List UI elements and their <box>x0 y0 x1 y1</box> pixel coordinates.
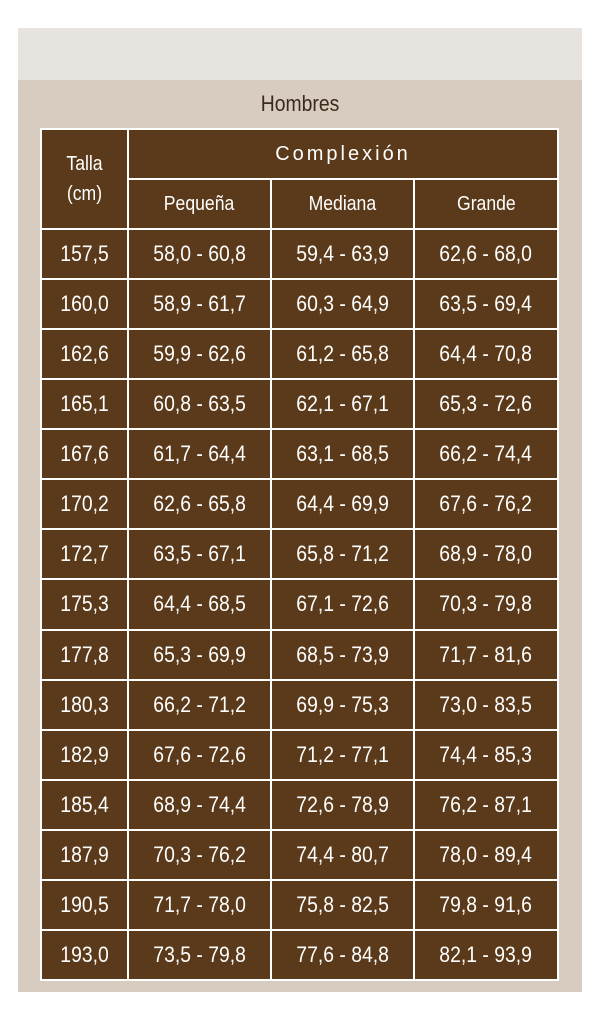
small-build-cell: 59,9 - 62,6 <box>128 329 271 379</box>
small-build-cell: 68,9 - 74,4 <box>128 780 271 830</box>
table-row <box>41 930 558 980</box>
large-build-cell: 76,2 - 87,1 <box>414 780 558 830</box>
table-row <box>41 329 558 379</box>
small-build-cell: 58,9 - 61,7 <box>128 279 271 329</box>
large-build-cell: 66,2 - 74,4 <box>414 429 558 479</box>
height-cell: 190,5 <box>41 880 128 930</box>
weight-table <box>40 128 559 981</box>
small-build-cell: 66,2 - 71,2 <box>128 680 271 730</box>
column-header-large: Grande <box>414 179 558 229</box>
top-band <box>18 28 582 80</box>
large-build-cell: 79,8 - 91,6 <box>414 880 558 930</box>
column-header-small: Pequeña <box>128 179 271 229</box>
medium-build-cell: 65,8 - 71,2 <box>271 529 414 579</box>
small-build-cell: 73,5 - 79,8 <box>128 930 271 980</box>
table-row <box>41 630 558 680</box>
table-row <box>41 830 558 880</box>
large-build-cell: 71,7 - 81,6 <box>414 630 558 680</box>
medium-build-cell: 69,9 - 75,3 <box>271 680 414 730</box>
height-header-unit: (cm) <box>66 183 103 205</box>
height-cell: 160,0 <box>41 279 128 329</box>
small-build-cell: 67,6 - 72,6 <box>128 730 271 780</box>
height-cell: 175,3 <box>41 579 128 629</box>
table-row <box>41 379 558 429</box>
large-build-cell: 67,6 - 76,2 <box>414 479 558 529</box>
table-row <box>41 880 558 930</box>
table-row <box>41 229 558 279</box>
small-build-cell: 61,7 - 64,4 <box>128 429 271 479</box>
large-build-cell: 63,5 - 69,4 <box>414 279 558 329</box>
height-cell: 193,0 <box>41 930 128 980</box>
height-column-header <box>41 129 128 229</box>
medium-build-cell: 75,8 - 82,5 <box>271 880 414 930</box>
table-row <box>41 429 558 479</box>
large-build-cell: 74,4 - 85,3 <box>414 730 558 780</box>
medium-build-cell: 62,1 - 67,1 <box>271 379 414 429</box>
medium-build-cell: 59,4 - 63,9 <box>271 229 414 279</box>
height-cell: 167,6 <box>41 429 128 479</box>
medium-build-cell: 61,2 - 65,8 <box>271 329 414 379</box>
medium-build-cell: 60,3 - 64,9 <box>271 279 414 329</box>
complexion-group-header: Complexión <box>128 129 558 179</box>
height-cell: 187,9 <box>41 830 128 880</box>
table-body <box>41 229 558 980</box>
medium-build-cell: 74,4 - 80,7 <box>271 830 414 880</box>
large-build-cell: 62,6 - 68,0 <box>414 229 558 279</box>
small-build-cell: 70,3 - 76,2 <box>128 830 271 880</box>
table-caption: Hombres <box>260 91 340 116</box>
large-build-cell: 78,0 - 89,4 <box>414 830 558 880</box>
height-cell: 177,8 <box>41 630 128 680</box>
small-build-cell: 62,6 - 65,8 <box>128 479 271 529</box>
medium-build-cell: 77,6 - 84,8 <box>271 930 414 980</box>
table-row <box>41 780 558 830</box>
small-build-cell: 63,5 - 67,1 <box>128 529 271 579</box>
small-build-cell: 64,4 - 68,5 <box>128 579 271 629</box>
medium-build-cell: 64,4 - 69,9 <box>271 479 414 529</box>
size-chart-card <box>18 28 582 992</box>
height-cell: 165,1 <box>41 379 128 429</box>
medium-build-cell: 67,1 - 72,6 <box>271 579 414 629</box>
table-row <box>41 279 558 329</box>
medium-build-cell: 71,2 - 77,1 <box>271 730 414 780</box>
large-build-cell: 68,9 - 78,0 <box>414 529 558 579</box>
height-cell: 162,6 <box>41 329 128 379</box>
medium-build-cell: 68,5 - 73,9 <box>271 630 414 680</box>
height-cell: 185,4 <box>41 780 128 830</box>
height-cell: 182,9 <box>41 730 128 780</box>
table-row <box>41 680 558 730</box>
large-build-cell: 70,3 - 79,8 <box>414 579 558 629</box>
small-build-cell: 60,8 - 63,5 <box>128 379 271 429</box>
table-row <box>41 529 558 579</box>
medium-build-cell: 63,1 - 68,5 <box>271 429 414 479</box>
height-header-label: Talla <box>66 153 103 175</box>
large-build-cell: 64,4 - 70,8 <box>414 329 558 379</box>
height-cell: 172,7 <box>41 529 128 579</box>
small-build-cell: 71,7 - 78,0 <box>128 880 271 930</box>
large-build-cell: 65,3 - 72,6 <box>414 379 558 429</box>
height-cell: 157,5 <box>41 229 128 279</box>
large-build-cell: 82,1 - 93,9 <box>414 930 558 980</box>
table-row <box>41 579 558 629</box>
height-cell: 180,3 <box>41 680 128 730</box>
table-row <box>41 479 558 529</box>
small-build-cell: 65,3 - 69,9 <box>128 630 271 680</box>
large-build-cell: 73,0 - 83,5 <box>414 680 558 730</box>
table-row <box>41 730 558 780</box>
small-build-cell: 58,0 - 60,8 <box>128 229 271 279</box>
height-cell: 170,2 <box>41 479 128 529</box>
column-header-medium: Mediana <box>271 179 414 229</box>
medium-build-cell: 72,6 - 78,9 <box>271 780 414 830</box>
